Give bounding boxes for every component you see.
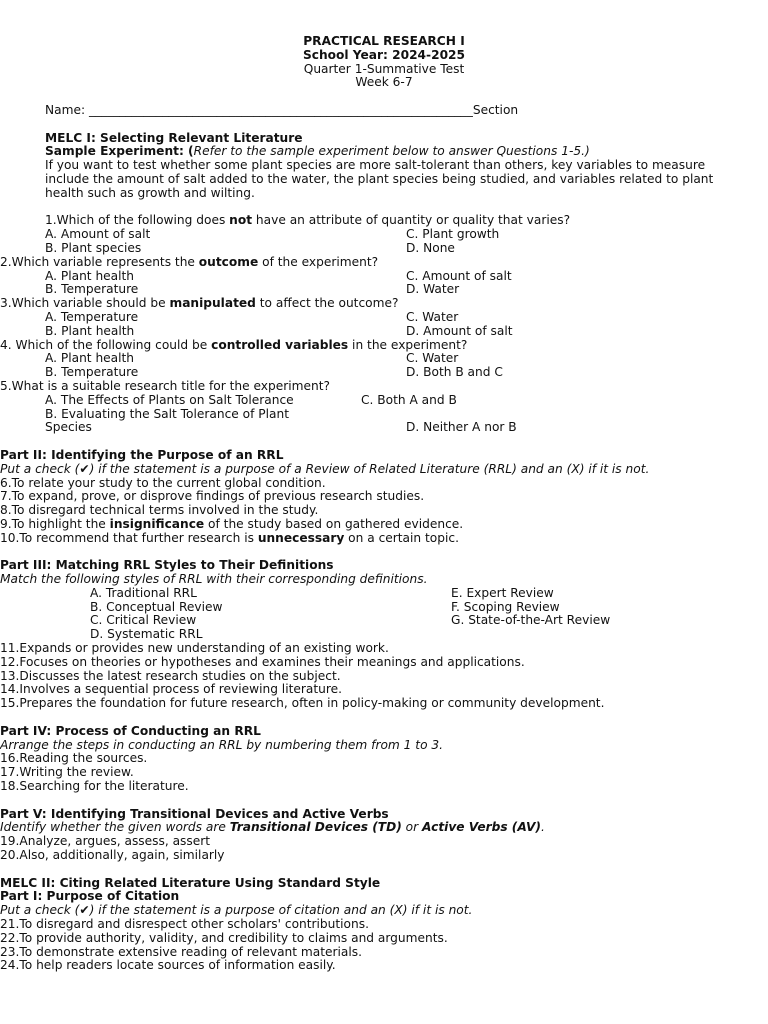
list-item: 13.Discusses the latest research studies on the subject. bbox=[0, 668, 341, 683]
part3-instruction: Match the following styles of RRL with their corresponding definitions. bbox=[0, 572, 428, 587]
part2-title: Part II: Identifying the Purpose of an RRL bbox=[0, 447, 284, 462]
style-option: E. Expert Review bbox=[451, 585, 554, 600]
sample-label: Sample Experiment: ( bbox=[45, 144, 194, 159]
list-item: 14.Involves a sequential process of reviewing literature. bbox=[0, 682, 342, 697]
style-option: F. Scoping Review bbox=[451, 599, 560, 614]
list-item: 21.To disregard and disrespect other scholars' contributions. bbox=[0, 917, 369, 931]
option: Species bbox=[45, 420, 92, 435]
list-item: 6.To relate your study to the current global condition. bbox=[0, 475, 326, 490]
sample-paragraph: If you want to test whether some plant species are more salt-tolerant than others, key variables to measure include the amount of salt added to the water, the plant species being studied, and variables related to plant health such as growth and wilting. bbox=[45, 158, 714, 200]
list-item: 20.Also, additionally, again, similarly bbox=[0, 848, 225, 863]
style-option: C. Critical Review bbox=[90, 613, 197, 628]
melc2-title: MELC II: Citing Related Literature Using Standard Style bbox=[0, 875, 381, 890]
question-2-options-row-1 bbox=[0, 270, 768, 284]
part3-title: Part III: Matching RRL Styles to Their Definitions bbox=[0, 558, 334, 573]
option: B. Plant health bbox=[45, 323, 135, 338]
option: C. Water bbox=[406, 309, 459, 324]
doc-title: PRACTICAL RESEARCH I bbox=[303, 34, 465, 48]
list-item: 16.Reading the sources. bbox=[0, 751, 148, 766]
part5-title: Part V: Identifying Transitional Devices and Active Verbs bbox=[0, 806, 389, 821]
option: B. Evaluating the Salt Tolerance of Plant bbox=[45, 406, 290, 421]
list-item: 23.To demonstrate extensive reading of relevant materials. bbox=[0, 944, 363, 959]
question-5-options-row-1 bbox=[0, 394, 768, 408]
option: A. The Effects of Plants on Salt Tolerance bbox=[45, 392, 294, 407]
part5-instruction: Identify whether the given words are Transitional Devices (TD) or Active Verbs (AV). bbox=[0, 820, 545, 835]
question-1-options-row-1 bbox=[0, 228, 768, 242]
part4-title: Part IV: Process of Conducting an RRL bbox=[0, 723, 261, 738]
melc2-instruction: Put a check (✔) if the statement is a purpose of citation and an (X) if it is not. bbox=[0, 903, 473, 918]
list-item: 8.To disregard technical terms involved in the study. bbox=[0, 503, 319, 518]
style-option: A. Traditional RRL bbox=[90, 585, 197, 600]
list-item: 18.Searching for the literature. bbox=[0, 779, 189, 794]
option: D. None bbox=[406, 240, 455, 255]
name-line bbox=[0, 104, 768, 118]
option: C. Both A and B bbox=[361, 392, 457, 407]
list-item: 19.Analyze, argues, assess, assert bbox=[0, 834, 211, 849]
option: C. Plant growth bbox=[406, 227, 500, 242]
option: A. Temperature bbox=[45, 309, 139, 324]
rrl-styles bbox=[0, 587, 768, 642]
option: A. Amount of salt bbox=[45, 227, 151, 242]
question-2-options-row-2 bbox=[0, 283, 768, 297]
list-item: 15.Prepares the foundation for future research, often in policy-making or community development. bbox=[0, 696, 605, 711]
list-item: 17.Writing the review. bbox=[0, 765, 134, 780]
question-5: 5.What is a suitable research title for the experiment? bbox=[0, 378, 330, 393]
sample-note: Refer to the sample experiment below to answer Questions 1-5.) bbox=[193, 144, 590, 159]
option: B. Temperature bbox=[45, 365, 139, 380]
question-2: 2.Which variable represents the outcome of the experiment? bbox=[0, 254, 379, 269]
melc1-title: MELC I: Selecting Relevant Literature bbox=[45, 130, 303, 145]
style-option: G. State-of-the-Art Review bbox=[451, 613, 611, 628]
name-label: Name: bbox=[45, 102, 89, 117]
school-year: School Year: 2024-2025 bbox=[302, 47, 466, 62]
list-item: 12.Focuses on theories or hypotheses and examines their meanings and applications. bbox=[0, 654, 525, 669]
test-page bbox=[0, 35, 768, 973]
melc2-part1-title: Part I: Purpose of Citation bbox=[0, 889, 180, 904]
part4-instruction: Arrange the steps in conducting an RRL by numbering them from 1 to 3. bbox=[0, 737, 444, 752]
list-item: 22.To provide authority, validity, and credibility to claims and arguments. bbox=[0, 930, 448, 945]
list-item: 7.To expand, prove, or disprove findings of previous research studies. bbox=[0, 489, 425, 504]
option: C. Water bbox=[406, 351, 459, 366]
list-item: 24.To help readers locate sources of information easily. bbox=[0, 958, 336, 973]
option: C. Amount of salt bbox=[406, 268, 512, 283]
list-item: 10.To recommend that further research is unnecessary on a certain topic. bbox=[0, 530, 459, 545]
section-label: Section bbox=[472, 102, 519, 117]
list-item: 9.To highlight the insignificance of the study based on gathered evidence. bbox=[0, 516, 464, 531]
question-3-options-row-1 bbox=[0, 311, 768, 325]
style-option: D. Systematic RRL bbox=[90, 627, 203, 642]
option: A. Plant health bbox=[45, 351, 135, 366]
question-5-options-row-3 bbox=[0, 421, 768, 435]
question-3: 3.Which variable should be manipulated to affect the outcome? bbox=[0, 296, 399, 311]
option: B. Plant species bbox=[45, 240, 142, 255]
list-item: 11.Expands or provides new understanding of an existing work. bbox=[0, 641, 389, 656]
question-4-options-row-2 bbox=[0, 366, 768, 380]
style-option: B. Conceptual Review bbox=[90, 599, 223, 614]
option: A. Plant health bbox=[45, 268, 135, 283]
quarter-label: Quarter 1-Summative Test bbox=[303, 61, 465, 76]
option: D. Amount of salt bbox=[406, 323, 513, 338]
question-4: 4. Which of the following could be controlled variables in the experiment? bbox=[0, 337, 468, 352]
option: D. Neither A nor B bbox=[406, 420, 517, 435]
question-1-options-row-2 bbox=[0, 242, 768, 256]
part2-instruction: Put a check (✔) if the statement is a purpose of a Review of Related Literature (RRL) and an (X) if it is not. bbox=[0, 461, 650, 476]
sample-experiment-line bbox=[0, 145, 768, 159]
option: B. Temperature bbox=[45, 282, 139, 297]
week-label: Week 6-7 bbox=[355, 75, 413, 90]
option: D. Water bbox=[406, 282, 460, 297]
option: D. Both B and C bbox=[406, 365, 503, 380]
question-1: 1.Which of the following does not have an attribute of quantity or quality that varies? bbox=[45, 213, 571, 228]
question-4-options-row-1 bbox=[0, 352, 768, 366]
name-blank: _______________________________________________________________ bbox=[88, 102, 473, 117]
question-3-options-row-2 bbox=[0, 325, 768, 339]
